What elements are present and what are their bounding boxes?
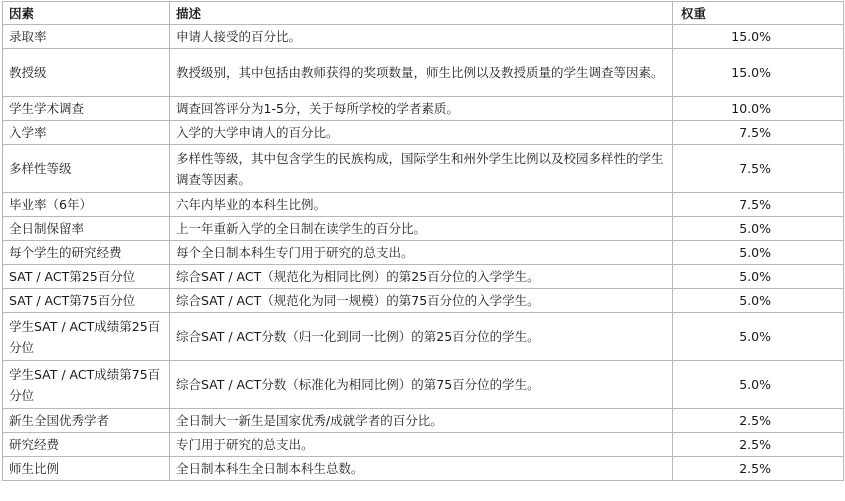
row-weight: 15.0% [673,49,844,97]
row-description: 全日制本科生全日制本科生总数。 [170,457,673,481]
table-row [3,241,844,265]
row-factor: 新生全国优秀学者 [3,409,170,433]
table-row [3,97,844,121]
row-description: 综合SAT / ACT分数（标准化为相同比例）的第75百分位的学生。 [170,361,673,409]
row-description: 教授级别，其中包括由教师获得的奖项数量，师生比例以及教授质量的学生调查等因素。 [170,49,673,97]
row-weight: 10.0% [673,97,844,121]
row-weight: 5.0% [673,289,844,313]
row-weight: 7.5% [673,145,844,193]
header-description: 描述 [170,2,673,25]
row-weight: 7.5% [673,121,844,145]
row-description: 全日制大一新生是国家优秀/成就学者的百分比。 [170,409,673,433]
row-factor: SAT / ACT第75百分位 [3,289,170,313]
row-factor: 学生SAT / ACT成绩第75百分位 [3,361,170,409]
row-description: 综合SAT / ACT（规范化为相同比例）的第25百分位的入学学生。 [170,265,673,289]
row-factor: 毕业率（6年） [3,193,170,217]
header-weight: 权重 [673,2,844,25]
row-description: 入学的大学申请人的百分比。 [170,121,673,145]
row-factor: 多样性等级 [3,145,170,193]
row-description: 申请人接受的百分比。 [170,25,673,49]
row-description: 每个全日制本科生专门用于研究的总支出。 [170,241,673,265]
row-factor: 录取率 [3,25,170,49]
table-header-row [3,2,844,25]
row-description: 调查回答评分为1-5分，关于每所学校的学者素质。 [170,97,673,121]
row-factor: 入学率 [3,121,170,145]
row-weight: 15.0% [673,25,844,49]
row-factor: 学生SAT / ACT成绩第25百分位 [3,313,170,361]
table-row [3,49,844,97]
table-row [3,193,844,217]
row-factor: 教授级 [3,49,170,97]
row-weight: 2.5% [673,409,844,433]
row-description: 多样性等级，其中包含学生的民族构成，国际学生和州外学生比例以及校园多样性的学生调查等因素。 [170,145,673,193]
row-weight: 5.0% [673,265,844,289]
table-row [3,289,844,313]
table-row [3,409,844,433]
row-description: 六年内毕业的本科生比例。 [170,193,673,217]
row-factor: SAT / ACT第25百分位 [3,265,170,289]
row-weight: 2.5% [673,457,844,481]
row-factor: 师生比例 [3,457,170,481]
row-description: 专门用于研究的总支出。 [170,433,673,457]
row-factor: 研究经费 [3,433,170,457]
header-factor: 因素 [3,2,170,25]
row-description: 上一年重新入学的全日制在读学生的百分比。 [170,217,673,241]
table-row [3,313,844,361]
row-weight: 5.0% [673,217,844,241]
table-row [3,145,844,193]
table-row [3,457,844,481]
row-weight: 2.5% [673,433,844,457]
row-weight: 5.0% [673,241,844,265]
row-weight: 7.5% [673,193,844,217]
row-factor: 每个学生的研究经费 [3,241,170,265]
table-row [3,25,844,49]
table-row [3,121,844,145]
row-weight: 5.0% [673,313,844,361]
ranking-factors-table [2,1,844,481]
table-row [3,217,844,241]
table-row [3,361,844,409]
row-factor: 学生学术调查 [3,97,170,121]
table-row [3,433,844,457]
row-description: 综合SAT / ACT（规范化为同一规模）的第75百分位的入学学生。 [170,289,673,313]
row-factor: 全日制保留率 [3,217,170,241]
table-row [3,265,844,289]
row-description: 综合SAT / ACT分数（归一化到同一比例）的第25百分位的学生。 [170,313,673,361]
row-weight: 5.0% [673,361,844,409]
